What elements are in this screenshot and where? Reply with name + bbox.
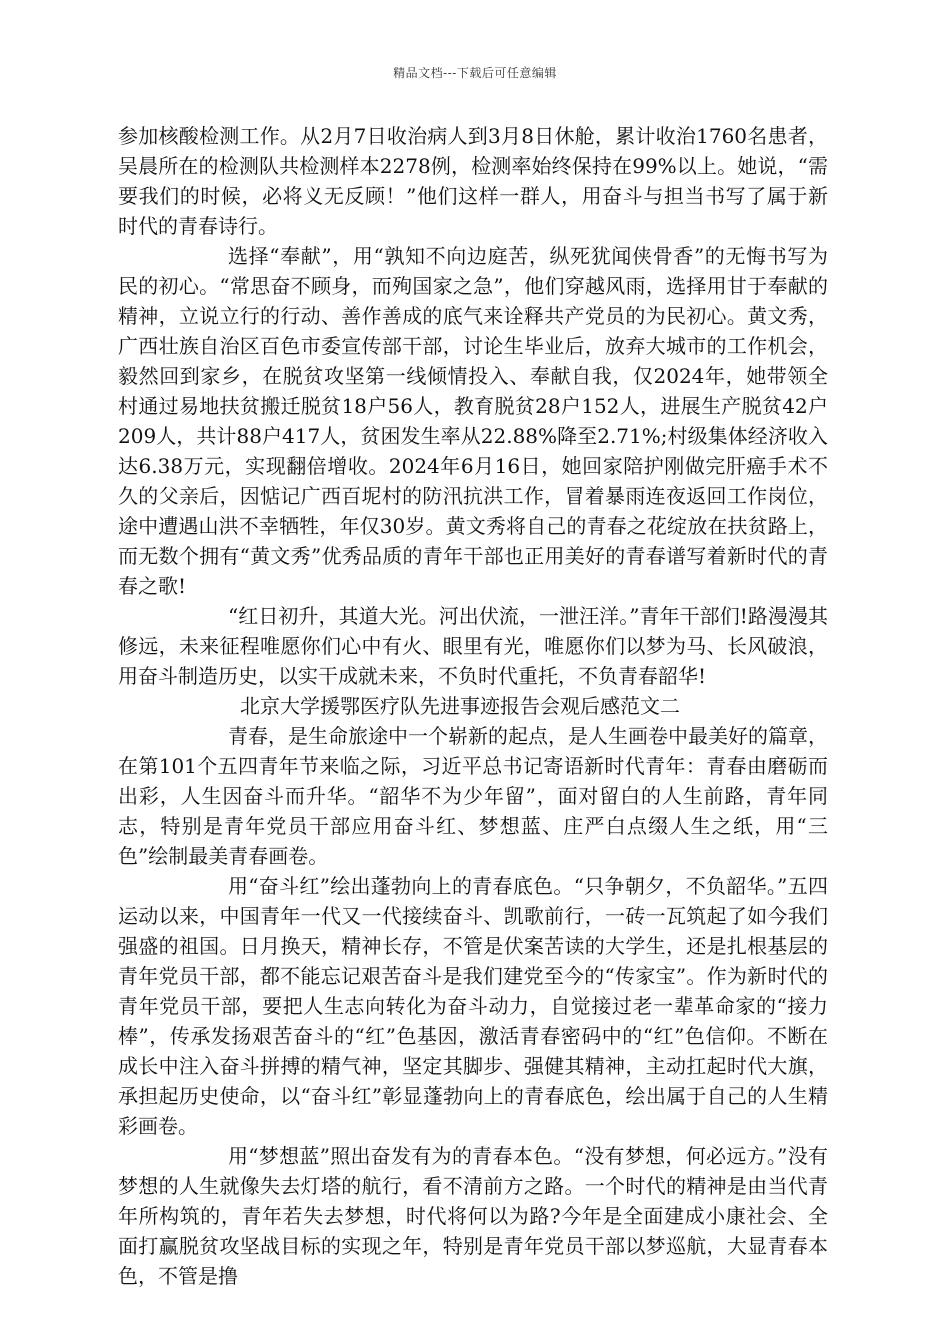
section-title: 北京大学援鄂医疗队先进事迹报告会观后感范文二 — [240, 694, 680, 718]
paragraph: 选择“奉献”，用“孰知不向边庭苦，纵死犹闻侠骨香”的无悔书写为民的初心。“常思奋不顾身，而殉国家之急”，他们穿越风雨，选择用甘于奉献的精神，立说立行的行动、善作善成的底气来诠释共产党员的为民初心。黄文秀，广西壮族自治区百色市委宣传部干部，讨论生毕业后，放弃大城市的工作机会，毅然回到家乡，在脱贫攻坚第一线倾情投入、奉献自我，仅2024年，她带领全村通过易地扶贫搬迁脱贫18户56人，教育脱贫28户152人，进展生产脱贫42户209人，共计88户417人，贫困发生率从22.88%降至2.71%;村级集体经济收入达6.38万元，实现翻倍增收。2024年6月16日，她回家陪护刚做完肝癌手术不久的父亲后，因惦记广西百坭村的防汛抗洪工作，冒着暴雨连夜返回工作岗位，途中遭遇山洪不幸牺牲，年仅30岁。黄文秀将自己的青春之花绽放在扶贫路上，而无数个拥有“黄文秀”优秀品质的青年干部也正用美好的青春谱写着新时代的青春之歌! — [118, 244, 828, 598]
document-body — [118, 121, 828, 1291]
paragraph: 青春，是生命旅途中一个崭新的起点，是人生画卷中最美好的篇章，在第101个五四青年节来临之际，习近平总书记寄语新时代青年：青春由磨砺而出彩，人生因奋斗而升华。“韶华不为少年留”，面对留白的人生前路，青年同志，特别是青年党员干部应用奋斗红、梦想蓝、庄严白点缀人生之纸，用“三色”绘制最美青春画卷。 — [118, 724, 828, 868]
page-header: 精品文档---下载后可任意编辑 — [393, 66, 557, 80]
paragraph: 用“奋斗红”绘出蓬勃向上的青春底色。“只争朝夕，不负韶华。”五四运动以来，中国青年一代又一代接续奋斗、凯歌前行，一砖一瓦筑起了如今我们强盛的祖国。日月换天，精神长存，不管是伏案苦读的大学生，还是扎根基层的青年党员干部，都不能忘记艰苦奋斗是我们建党至今的“传家宝”。作为新时代的青年党员干部，要把人生志向转化为奋斗动力，自觉接过老一辈革命家的“接力棒”，传承发扬艰苦奋斗的“红”色基因，激活青春密码中的“红”色信仰。不断在成长中注入奋斗拼搏的精气神，坚定其脚步、强健其精神，主动扛起时代大旗，承担起历史使命，以“奋斗红”彰显蓬勃向上的青春底色，绘出属于自己的人生精彩画卷。 — [118, 874, 828, 1138]
paragraph: 参加核酸检测工作。从2月7日收治病人到3月8日休舱，累计收治1760名患者，吴晨所在的检测队共检测样本2278例，检测率始终保持在99%以上。她说，“需要我们的时候，必将义无反顾！”他们这样一群人，用奋斗与担当书写了属于新时代的青春诗行。 — [118, 124, 828, 238]
paragraph: “红日初升，其道大光。河出伏流，一泄汪洋。”青年干部们!路漫漫其修远，未来征程唯愿你们心中有火、眼里有光，唯愿你们以梦为马、长风破浪，用奋斗制造历史，以实干成就未来，不负时代重托，不负青春韶华! — [118, 604, 828, 688]
paragraph: 用“梦想蓝”照出奋发有为的青春本色。“没有梦想，何必远方。”没有梦想的人生就像失去灯塔的航行，看不清前方之路。一个时代的精神是由当代青年所构筑的，青年若失去梦想，时代将何以为路?今年是全面建成小康社会、全面打赢脱贫攻坚战目标的实现之年，特别是青年党员干部以梦巡航，大显青春本色，不管是撸 — [118, 1144, 828, 1288]
